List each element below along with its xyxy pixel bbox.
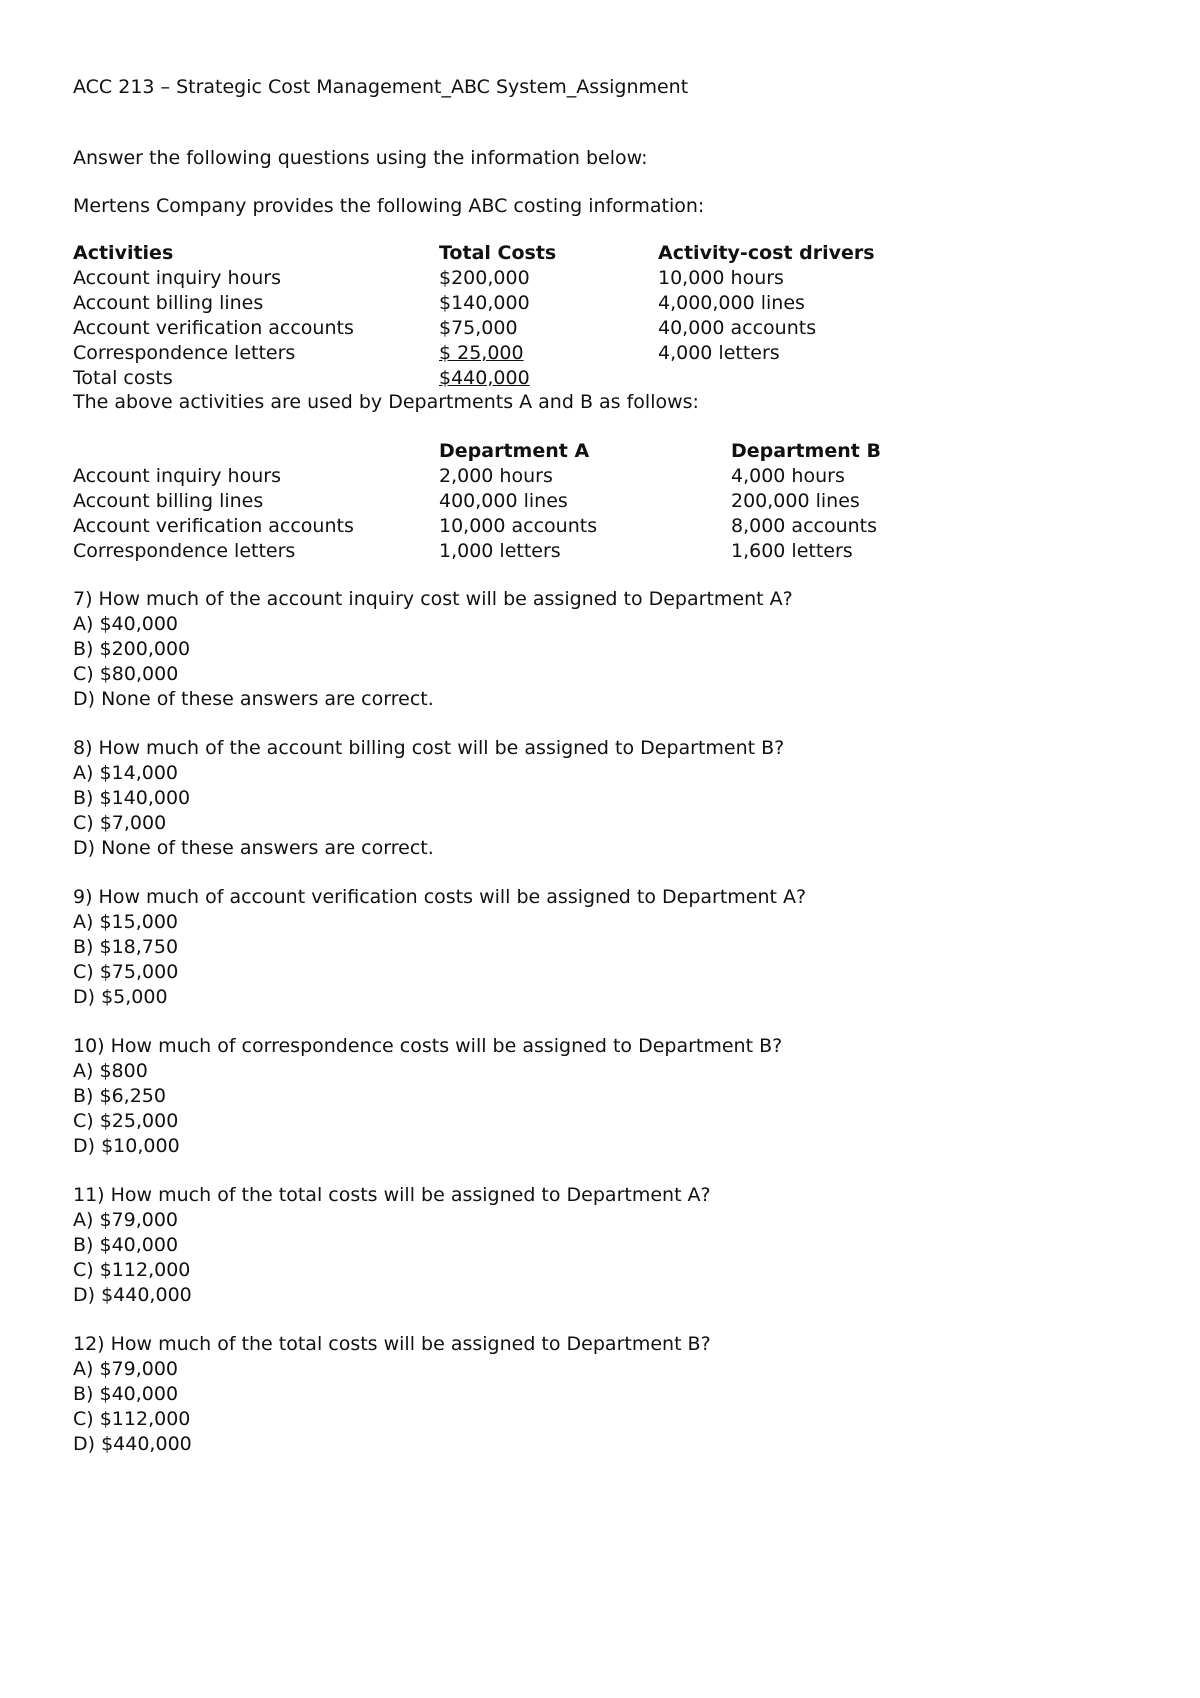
answer-option: D) $440,000 [73, 1433, 192, 1455]
total-label: Total costs [73, 367, 173, 389]
company-line: Mertens Company provides the following ABC costing information: [73, 195, 705, 217]
table-row [73, 539, 1133, 564]
answer-option: A) $14,000 [73, 762, 179, 784]
answer-option: C) $25,000 [73, 1110, 179, 1132]
dept-a-usage: 10,000 accounts [439, 515, 598, 537]
answer-option: C) $112,000 [73, 1408, 191, 1430]
answer-option: D) $440,000 [73, 1284, 192, 1306]
answer-option: B) $18,750 [73, 936, 179, 958]
dept-b-usage: 8,000 accounts [731, 515, 878, 537]
answer-option: B) $40,000 [73, 1234, 179, 1256]
activity-name: Correspondence letters [73, 540, 296, 562]
answer-option: A) $79,000 [73, 1209, 179, 1231]
question-text: 12) How much of the total costs will be assigned to Department B? [73, 1333, 711, 1355]
header-cost-drivers: Activity-cost drivers [658, 242, 875, 264]
activity-cost: $140,000 [439, 292, 530, 314]
table-row [73, 291, 1133, 316]
table-row [73, 489, 1133, 514]
total-value: $440,000 [439, 367, 530, 389]
dept-a-usage: 400,000 lines [439, 490, 568, 512]
dept-b-usage: 200,000 lines [731, 490, 860, 512]
table-row [73, 341, 1133, 366]
answer-option: C) $80,000 [73, 663, 179, 685]
activity-name: Account verification accounts [73, 317, 354, 339]
activity-name: Account inquiry hours [73, 267, 281, 289]
question-7 [73, 587, 1133, 712]
header-total-costs: Total Costs [439, 242, 557, 264]
document-title: ACC 213 – Strategic Cost Management_ABC System_Assignment [73, 76, 689, 98]
dept-a-usage: 1,000 letters [439, 540, 561, 562]
question-text: 10) How much of correspondence costs will be assigned to Department B? [73, 1035, 783, 1057]
table-row [73, 266, 1133, 291]
activity-name: Account verification accounts [73, 515, 354, 537]
table1-header [73, 241, 1133, 266]
answer-option: D) None of these answers are correct. [73, 837, 434, 859]
question-9 [73, 885, 1133, 1010]
table-row [73, 464, 1133, 489]
question-text: 8) How much of the account billing cost will be assigned to Department B? [73, 737, 785, 759]
answer-option: A) $15,000 [73, 911, 179, 933]
activity-driver: 40,000 accounts [658, 317, 817, 339]
header-department-b: Department B [731, 440, 881, 462]
total-row [73, 366, 1133, 390]
question-text: 7) How much of the account inquiry cost will be assigned to Department A? [73, 588, 793, 610]
answer-option: B) $140,000 [73, 787, 191, 809]
table-row [73, 316, 1133, 341]
question-text: 11) How much of the total costs will be assigned to Department A? [73, 1184, 711, 1206]
answer-option: C) $112,000 [73, 1259, 191, 1281]
activity-driver: 4,000 letters [658, 342, 780, 364]
dept-a-usage: 2,000 hours [439, 465, 553, 487]
activity-cost: $75,000 [439, 317, 518, 339]
answer-option: A) $800 [73, 1060, 148, 1082]
answer-option: C) $7,000 [73, 812, 167, 834]
answer-option: A) $79,000 [73, 1358, 179, 1380]
department-usage-table [73, 439, 1133, 564]
table-row [73, 514, 1133, 539]
question-8 [73, 736, 1133, 861]
question-11 [73, 1183, 1133, 1308]
intro-text: Answer the following questions using the information below: [73, 147, 648, 169]
question-text: 9) How much of account verification costs will be assigned to Department A? [73, 886, 807, 908]
answer-option: D) $5,000 [73, 986, 168, 1008]
activity-name: Account billing lines [73, 490, 264, 512]
answer-option: B) $200,000 [73, 638, 191, 660]
activity-name: Account billing lines [73, 292, 264, 314]
answer-option: A) $40,000 [73, 613, 179, 635]
answer-option: D) None of these answers are correct. [73, 688, 434, 710]
activity-name: Correspondence letters [73, 342, 296, 364]
activity-cost-table [73, 241, 1133, 390]
header-activities: Activities [73, 242, 174, 264]
dept-b-usage: 4,000 hours [731, 465, 845, 487]
activity-name: Account inquiry hours [73, 465, 281, 487]
question-12 [73, 1332, 1133, 1457]
activity-cost: $ 25,000 [439, 342, 524, 364]
dept-b-usage: 1,600 letters [731, 540, 853, 562]
answer-option: B) $40,000 [73, 1383, 179, 1405]
activity-driver: 4,000,000 lines [658, 292, 805, 314]
header-department-a: Department A [439, 440, 590, 462]
department-intro: The above activities are used by Departments A and B as follows: [73, 391, 699, 413]
document-page [73, 74, 1133, 1457]
answer-option: B) $6,250 [73, 1085, 166, 1107]
answer-option: D) $10,000 [73, 1135, 180, 1157]
activity-cost: $200,000 [439, 267, 530, 289]
table2-header [73, 439, 1133, 464]
answer-option: C) $75,000 [73, 961, 179, 983]
activity-driver: 10,000 hours [658, 267, 784, 289]
question-10 [73, 1034, 1133, 1159]
